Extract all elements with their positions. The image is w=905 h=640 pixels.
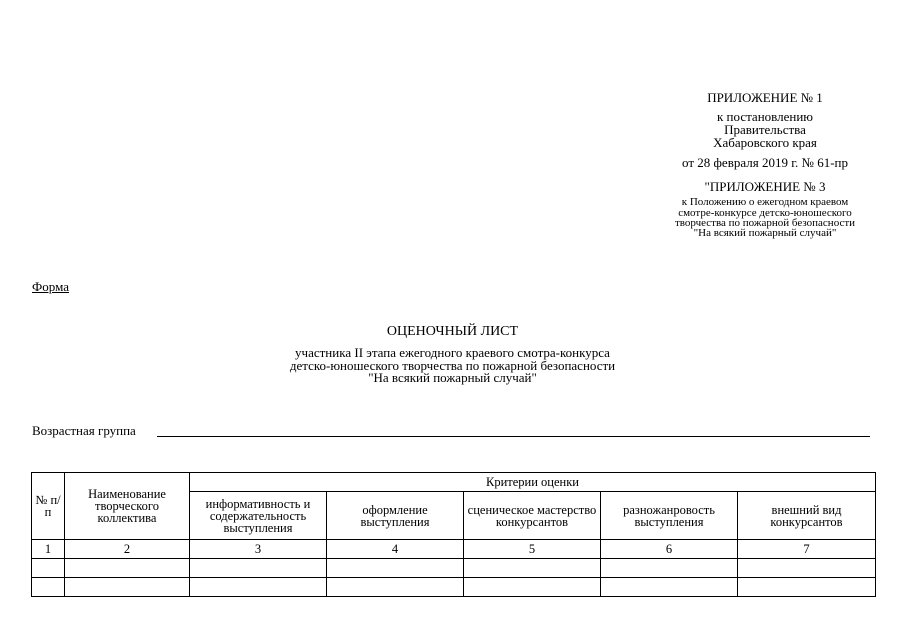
table-cell[interactable] xyxy=(190,559,327,578)
table-cell[interactable] xyxy=(601,559,738,578)
appendix-line: Правительства xyxy=(724,122,806,137)
subtitle-line: детско-юношеского творчества по пожарной безопасности xyxy=(289,357,616,373)
table-cell[interactable] xyxy=(327,578,464,597)
column-number: 4 xyxy=(327,540,464,559)
appendix-date: от 28 февраля 2019 г. № 61-пр xyxy=(682,155,848,170)
criteria-header: Критерии оценки xyxy=(190,473,876,492)
column-number: 7 xyxy=(738,540,876,559)
criterion-header: оформление выступления xyxy=(327,492,464,540)
page-title: ОЦЕНОЧНЫЙ ЛИСТ xyxy=(386,324,519,339)
subtitle-line: "На всякий пожарный случай" xyxy=(368,370,537,385)
column-number: 2 xyxy=(65,540,190,559)
table-cell[interactable] xyxy=(65,578,190,597)
column-number: 6 xyxy=(601,540,738,559)
column-number: 1 xyxy=(32,540,65,559)
column-header-number: № п/п xyxy=(32,473,65,540)
column-number: 5 xyxy=(464,540,601,559)
table-cell[interactable] xyxy=(738,578,876,597)
column-number: 3 xyxy=(190,540,327,559)
table-header-row xyxy=(32,473,876,492)
age-group-label: Возрастная группа xyxy=(32,423,136,438)
appendix-title-2: "ПРИЛОЖЕНИЕ № 3 xyxy=(704,179,826,194)
appendix-ref-line: смотре-конкурсе детско-юношеского xyxy=(678,207,852,219)
criterion-header: сценическое мастерство конкурсантов xyxy=(464,492,601,540)
criterion-header: внешний вид конкурсантов xyxy=(738,492,876,540)
column-header-collective-name: Наименование творческого коллектива xyxy=(65,473,190,540)
table-cell[interactable] xyxy=(601,578,738,597)
appendix-ref-line: "На всякий пожарный случай" xyxy=(693,227,837,239)
appendix-title: ПРИЛОЖЕНИЕ № 1 xyxy=(707,90,823,105)
subtitle xyxy=(200,347,705,385)
table-cell[interactable] xyxy=(464,559,601,578)
form-label: Форма xyxy=(32,279,69,294)
table-cell[interactable] xyxy=(190,578,327,597)
criterion-header: разножанровость выступления xyxy=(601,492,738,540)
subtitle-line: участника II этапа ежегодного краевого смотра-конкурса xyxy=(295,345,610,360)
table-row xyxy=(32,559,876,578)
appendix-line: к постановлению xyxy=(716,109,814,124)
table-cell[interactable] xyxy=(32,559,65,578)
appendix-ref-line: к Положению о ежегодном краевом xyxy=(681,196,849,208)
table-cell[interactable] xyxy=(32,578,65,597)
criterion-header: информативность и содержательность выступления xyxy=(190,492,327,540)
table-cell[interactable] xyxy=(327,559,464,578)
table-cell[interactable] xyxy=(464,578,601,597)
table-row xyxy=(32,578,876,597)
age-group-field[interactable] xyxy=(157,436,870,437)
appendix-ref-line: творчества по пожарной безопасности xyxy=(674,217,856,229)
table-cell[interactable] xyxy=(65,559,190,578)
appendix-line: Хабаровского края xyxy=(713,135,817,150)
table-cell[interactable] xyxy=(738,559,876,578)
evaluation-table xyxy=(31,472,876,597)
column-number-row xyxy=(32,540,876,559)
